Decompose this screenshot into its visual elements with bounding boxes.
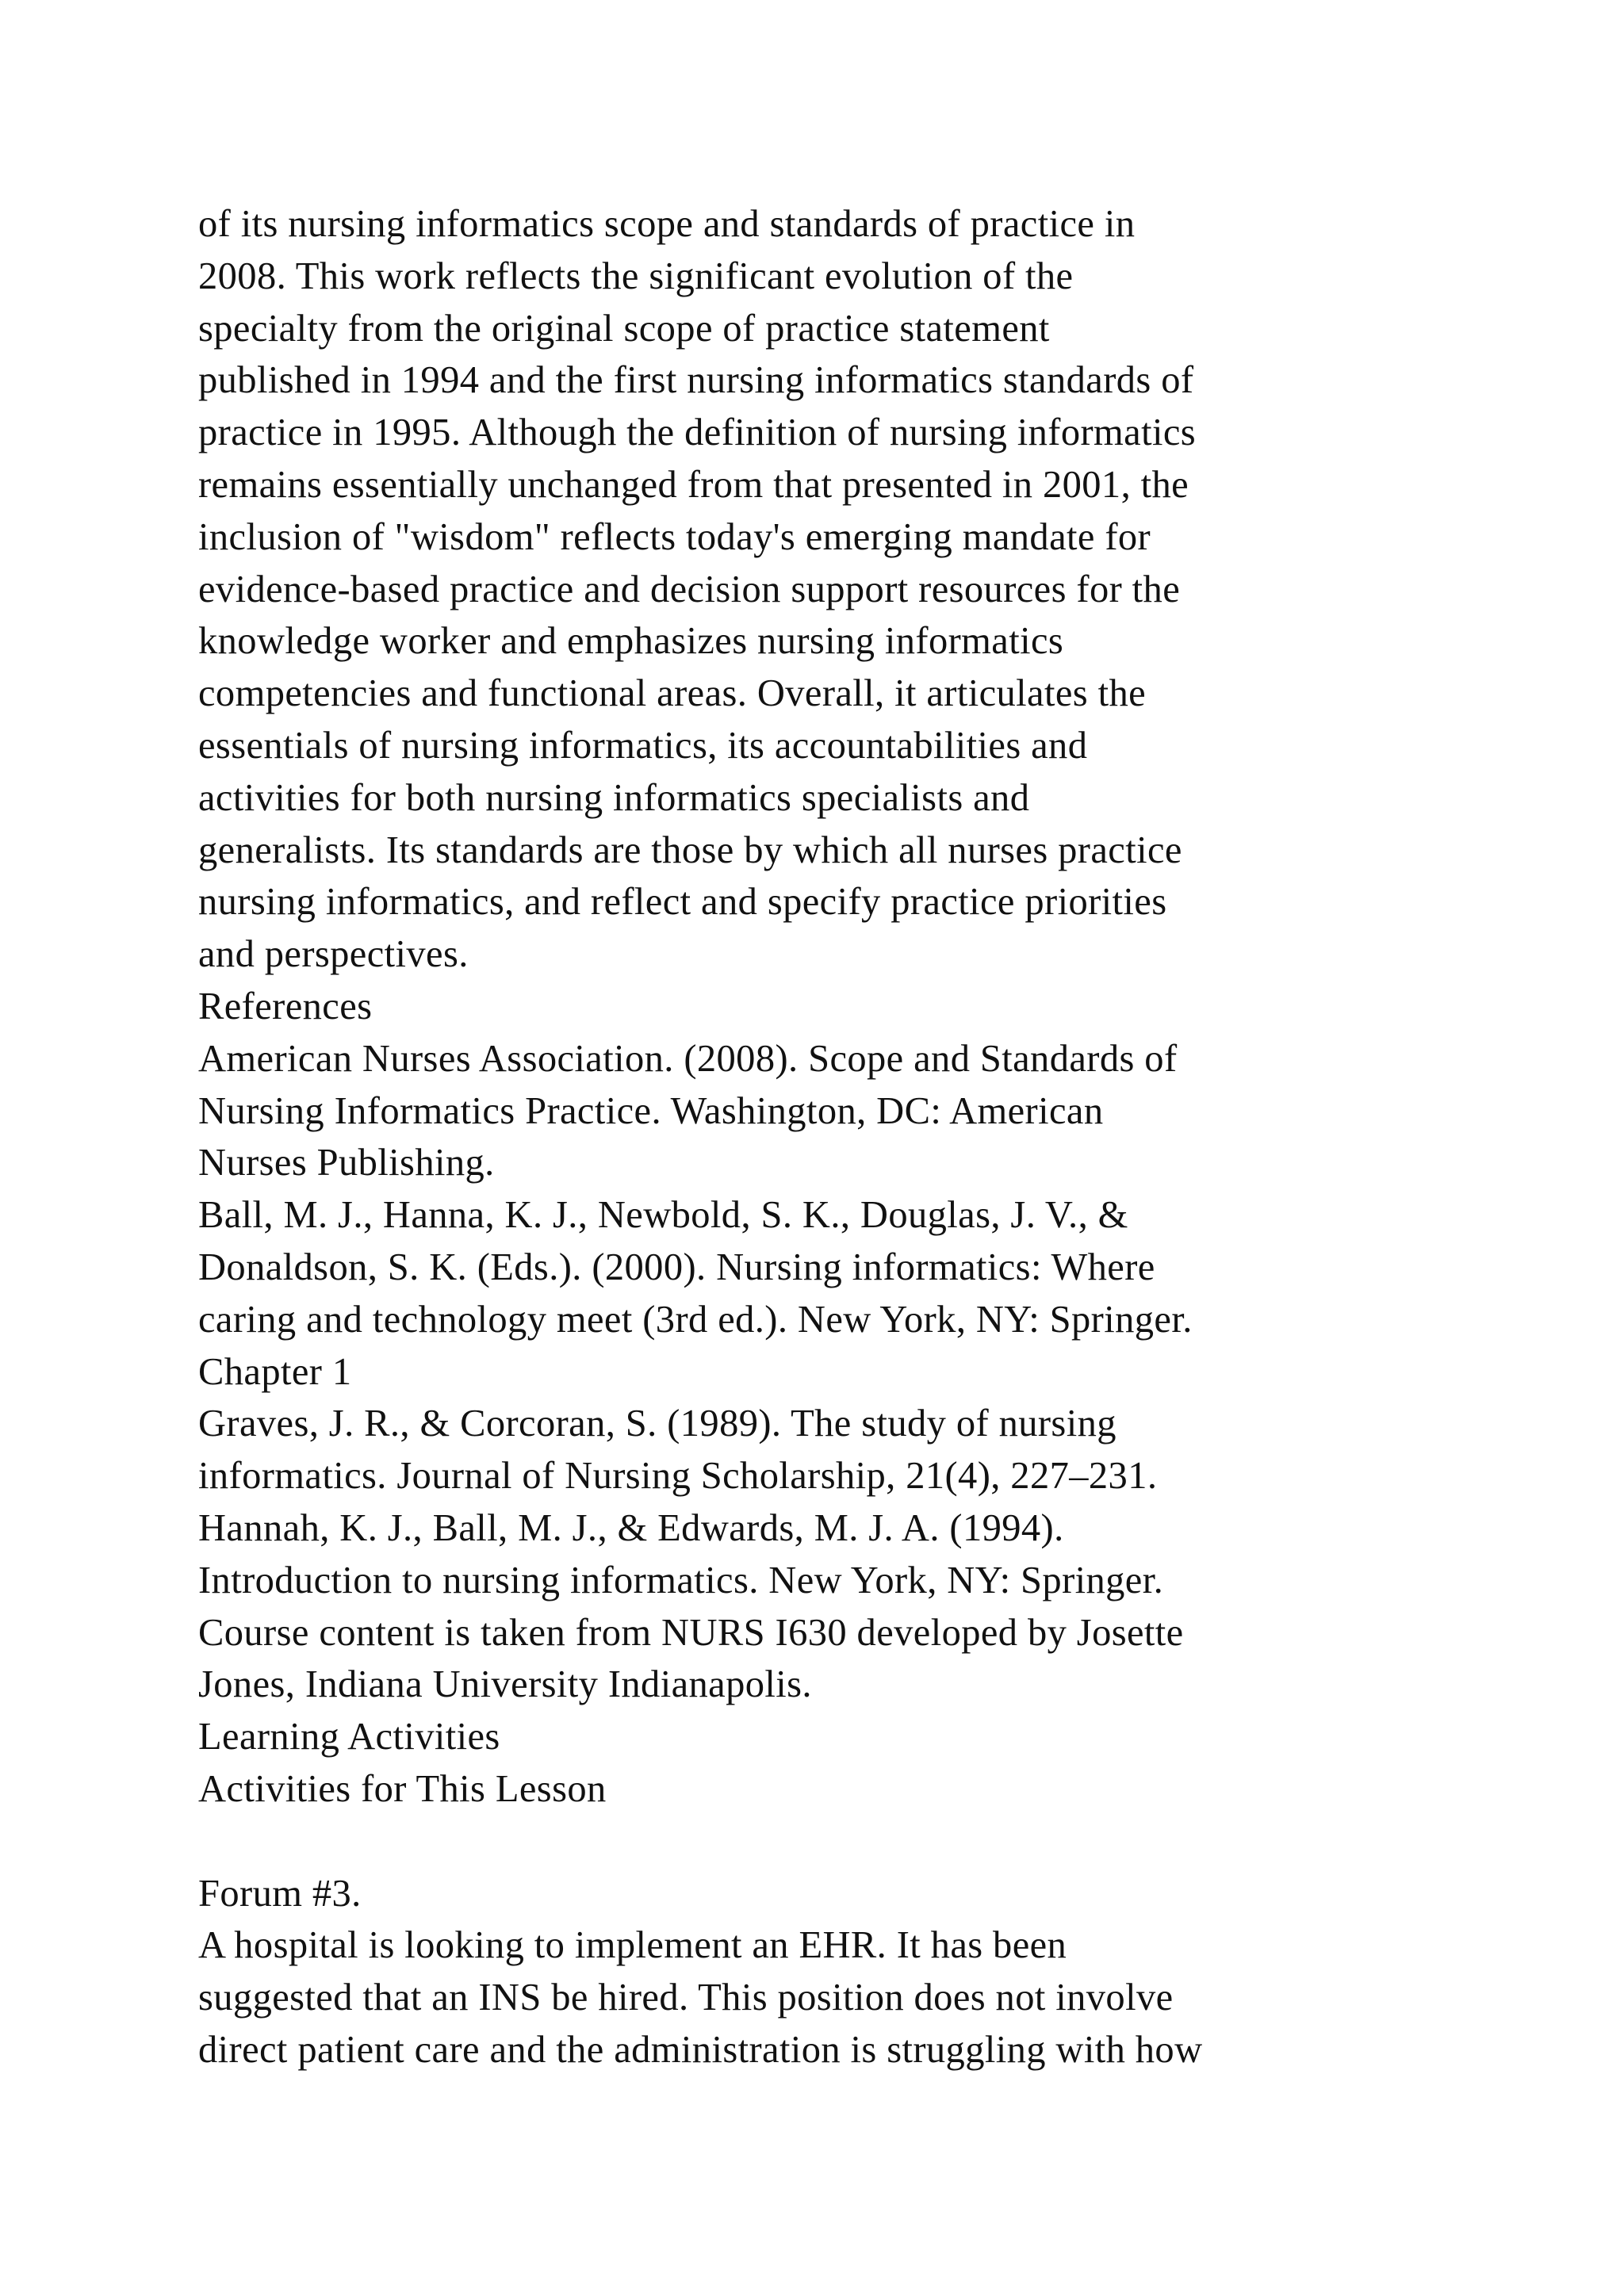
intro-paragraph	[198, 198, 1435, 981]
forum-prompt	[198, 1919, 1435, 2076]
references-list	[198, 1033, 1435, 1711]
paragraph-line: generalists. Its standards are those by which all nurses practice	[198, 828, 1182, 871]
reference-line: Introduction to nursing informatics. New York, NY: Springer.	[198, 1559, 1164, 1601]
reference-line: American Nurses Association. (2008). Scope and Standards of	[198, 1037, 1178, 1080]
paragraph-line: nursing informatics, and reflect and specify practice priorities	[198, 881, 1167, 924]
paragraph-line: competencies and functional areas. Overall, it articulates the	[198, 672, 1147, 715]
paragraph-line: 2008. This work reflects the significant evolution of the	[198, 254, 1074, 297]
forum-line: suggested that an INS be hired. This position does not involve	[198, 1976, 1174, 2019]
paragraph-line: published in 1994 and the first nursing informatics standards of	[198, 359, 1194, 402]
paragraph-line: evidence-based practice and decision support resources for the	[198, 568, 1181, 610]
reference-line: Graves, J. R., & Corcoran, S. (1989). The study of nursing	[198, 1402, 1116, 1445]
reference-line: Chapter 1	[198, 1350, 352, 1393]
document-body	[198, 198, 1435, 2076]
reference-line: Nurses Publishing.	[198, 1142, 495, 1184]
blank-line	[198, 1816, 1435, 1868]
paragraph-line: of its nursing informatics scope and standards of practice in	[198, 203, 1136, 245]
paragraph-line: activities for both nursing informatics specialists and	[198, 776, 1030, 819]
paragraph-line: remains essentially unchanged from that presented in 2001, the	[198, 463, 1189, 506]
forum-heading: Forum #3.	[198, 1872, 362, 1915]
forum-line: direct patient care and the administration is struggling with how	[198, 2028, 1203, 2071]
reference-line: Ball, M. J., Hanna, K. J., Newbold, S. K., Douglas, J. V., &	[198, 1194, 1128, 1237]
activities-heading: Activities for This Lesson	[198, 1767, 607, 1810]
forum-line: A hospital is looking to implement an EHR. It has been	[198, 1924, 1067, 1967]
reference-line: caring and technology meet (3rd ed.). New York, NY: Springer.	[198, 1298, 1193, 1341]
paragraph-line: inclusion of "wisdom" reflects today's emerging mandate for	[198, 515, 1151, 558]
paragraph-line: practice in 1995. Although the definition of nursing informatics	[198, 411, 1197, 454]
learning-activities-heading: Learning Activities	[198, 1716, 500, 1758]
references-heading: References	[198, 985, 373, 1027]
reference-line: Donaldson, S. K. (Eds.). (2000). Nursing informatics: Where	[198, 1246, 1155, 1288]
reference-line: Hannah, K. J., Ball, M. J., & Edwards, M. J. A. (1994).	[198, 1506, 1064, 1549]
reference-line: Jones, Indiana University Indianapolis.	[198, 1663, 812, 1706]
paragraph-line: specialty from the original scope of practice statement	[198, 307, 1050, 350]
reference-line: Nursing Informatics Practice. Washington, DC: American	[198, 1089, 1104, 1132]
reference-line: informatics. Journal of Nursing Scholarship, 21(4), 227–231.	[198, 1455, 1158, 1498]
paragraph-line: and perspectives.	[198, 933, 469, 976]
paragraph-line: knowledge worker and emphasizes nursing informatics	[198, 620, 1064, 663]
paragraph-line: essentials of nursing informatics, its accountabilities and	[198, 724, 1088, 767]
reference-line: Course content is taken from NURS I630 developed by Josette	[198, 1611, 1184, 1654]
